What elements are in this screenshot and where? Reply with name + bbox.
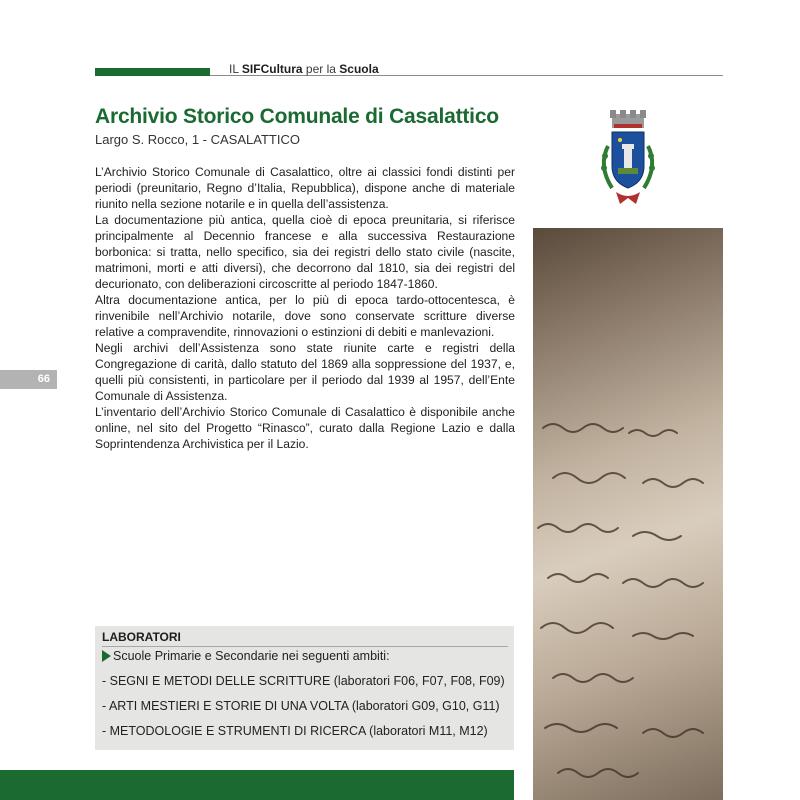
page-number-tab: [0, 370, 57, 389]
laboratori-intro: [102, 649, 390, 663]
header-accent-bar: [95, 68, 210, 76]
laboratori-intro-text: Scuole Primarie e Secondarie nei seguenti ambiti:: [113, 649, 390, 663]
coat-of-arms-icon: [590, 104, 666, 214]
laboratori-item: - SEGNI E METODI DELLE SCRITTURE (laboratori F06, F07, F08, F09): [102, 674, 505, 688]
article-body: [95, 164, 515, 452]
running-header: [229, 62, 379, 76]
laboratori-item: - METODOLOGIE E STRUMENTI DI RICERCA (laboratori M11, M12): [102, 724, 488, 738]
paragraph: L’inventario dell’Archivio Storico Comunale di Casalattico è disponibile anche online, nel sito del Progetto “Rinasco”, curato dalla Regione Lazio e dalla Soprintendenza Archivistica per il Lazio.: [95, 405, 515, 451]
handwritten-document-photo: [533, 228, 723, 800]
paragraph: Altra documentazione antica, per lo più di epoca tardo-ottocentesca, è rinvenibile nell’Archivio notarile, dove sono conservate scritture diverse relative a compravendite, rinnovazioni o estinzioni di debiti e manlevazioni.: [95, 293, 515, 339]
header-topic: Scuola: [339, 62, 379, 76]
paragraph: La documentazione più antica, quella cioè di epoca preunitaria, si riferisce principalmente al Decennio francese e alla successiva Restaurazione borbonica: si tratta, nello specifico, sia dei registri dello stato civile (nascite, matrimoni, morti e atti diversi), che decorrono dal 1810, sia dei registri del decurionato, con deliberazioni circoscritte al periodo 1847-1860.: [95, 213, 515, 291]
laboratori-rule: [102, 646, 508, 647]
header-middle: per la: [302, 62, 340, 76]
laboratori-box: [95, 626, 514, 750]
page-title: Archivio Storico Comunale di Casalattico: [95, 105, 499, 128]
laboratori-title: LABORATORI: [102, 630, 181, 644]
header-prefix: IL: [229, 62, 242, 76]
paragraph: Negli archivi dell’Assistenza sono state riunite carte e registri della Congregazione di carità, dallo statuto del 1869 alla soppressione del 1937, e, quelli più consistenti, in particolare per il periodo dal 1939 al 1957, dell’Ente Comunale di Assistenza.: [95, 341, 515, 403]
triangle-right-icon: [102, 650, 111, 662]
footer-accent-bar: [0, 770, 514, 800]
paragraph: L’Archivio Storico Comunale di Casalattico, oltre ai classici fondi distinti per periodi (preunitario, Regno d’Italia, Repubblica), dispone anche di materiale riunito nella sezione notarile e in quella dell’assistenza.: [95, 165, 515, 211]
laboratori-item: - ARTI MESTIERI E STORIE DI UNA VOLTA (laboratori G09, G10, G11): [102, 699, 500, 713]
address: Largo S. Rocco, 1 - CASALATTICO: [95, 132, 300, 147]
page-number: 66: [37, 373, 50, 385]
header-brand: SIFCultura: [241, 62, 303, 76]
